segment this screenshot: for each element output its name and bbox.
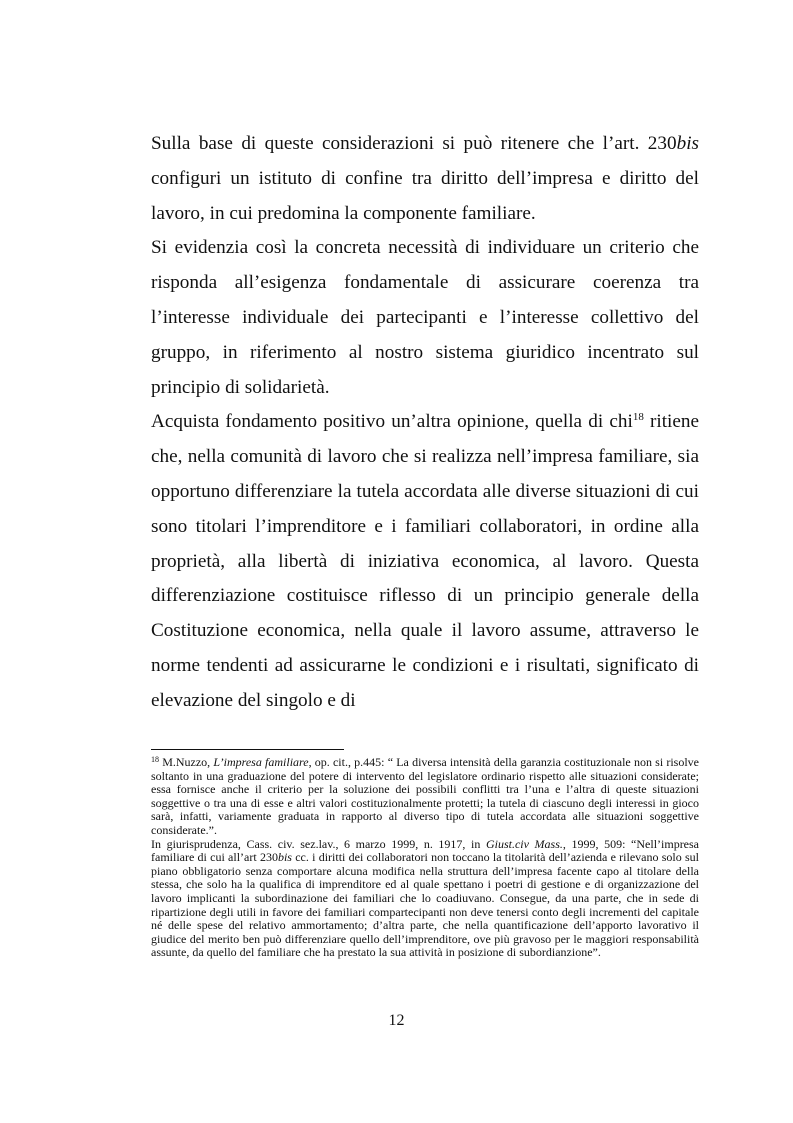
footnote-number: 18 xyxy=(151,755,159,764)
text-segment: configuri un istituto di confine tra diritto dell’impresa e diritto del lavoro, in cui predomina la componente familiare. xyxy=(151,167,699,224)
text-segment: , 1999, 509: “Nell’impresa familiare di cui all’art 230 xyxy=(151,836,700,865)
footnote-reference: 18 xyxy=(632,411,644,424)
text-segment: cc. i diritti dei collaboratori non toccano la titolarità dell’azienda e rilevano solo sul piano obbligatorio senza comportare alcuna modifica nella struttura dell’impresa facente capo al titolare della stessa, che solo ha la qualifica di imprenditore ed al quale spettano i poetri di gestione e di organizzazione del lavoro implicanti la subordinazione dei familiari che lo coadiuvano. Consegue, da una parte, che in sede di ripartizione degli utili in favore dei familiari compartecipanti non deve tenersi conto degli incrementi del capitale né delle spese del relativo ammortamento; d’altra parte, che nella quantificazione dell’apporto lavorativo il giudice del merito ben può differenziare quello dell’imprenditore, ove più gravoso per le maggiori responsabilità assunte, da quello del familiare che ha prestato la sua attività in posizione di subordianzione”. xyxy=(151,850,699,960)
footnotes xyxy=(151,756,699,960)
body-paragraph xyxy=(151,405,699,718)
text-segment: Acquista fondamento positivo un’altra opinione, quella di chi xyxy=(151,411,633,433)
footnote-paragraph xyxy=(151,838,699,960)
body-text xyxy=(151,127,699,719)
page-number: 12 xyxy=(388,1012,405,1029)
text-segment: M.Nuzzo, xyxy=(159,755,214,769)
footnote-paragraph xyxy=(151,756,699,838)
italic-text: Giust.civ Mass. xyxy=(485,836,563,851)
text-segment: Si evidenzia così la concreta necessità di individuare un criterio che risponda all’esigenza fondamentale di assicurare coerenza tra l’interesse individuale dei partecipanti e l’interesse collettivo del gruppo, in riferimento al nostro sistema giuridico incentrato sul principio di solidarietà. xyxy=(151,237,699,398)
text-segment: , op. cit., p.445: “ La diversa intensità della garanzia costituzionale non si risolve soltanto in una graduazione del potere di intervento del legislatore ordinario rispetto alle situazioni considerate; essa fornisce anche il criterio per la soluzione dei possibili conflitti tra l’una e l’altra di queste situazioni soggettive o tra una di esse e altri valori costituzionalmente protetti; la tutela di ciascuno degli interessi in gioco sarà, infatti, variamente graduata in rapporto al diverso tipo di tutela accordata alle situazioni soggettive considerate.”. xyxy=(151,755,700,837)
text-segment: ritiene che, nella comunità di lavoro che si realizza nell’impresa familiare, sia opportuno differenziare la tutela accordata alle diverse situazioni di cui sono titolari l’imprenditore e i familiari collaboratori, in ordine alla proprietà, alla libertà di iniziativa economica, al lavoro. Questa differenziazione costituisce riflesso di un principio generale della Costituzione economica, nella quale il lavoro assume, attraverso le norme tendenti ad assicurarne le condizioni e i risultati, significato di elevazione del singolo e di xyxy=(151,411,700,711)
text-segment: Sulla base di queste considerazioni si può ritenere che l’art. 230 xyxy=(151,133,677,154)
italic-text: bis xyxy=(676,133,699,154)
footnote-separator xyxy=(151,749,344,750)
body-paragraph xyxy=(151,231,699,405)
italic-text: L’impresa familiare xyxy=(213,755,309,769)
italic-text: bis xyxy=(277,850,292,865)
text-segment: In giurisprudenza, Cass. civ. sez.lav., 6 marzo 1999, n. 1917, in xyxy=(151,836,486,851)
body-paragraph xyxy=(151,127,699,231)
